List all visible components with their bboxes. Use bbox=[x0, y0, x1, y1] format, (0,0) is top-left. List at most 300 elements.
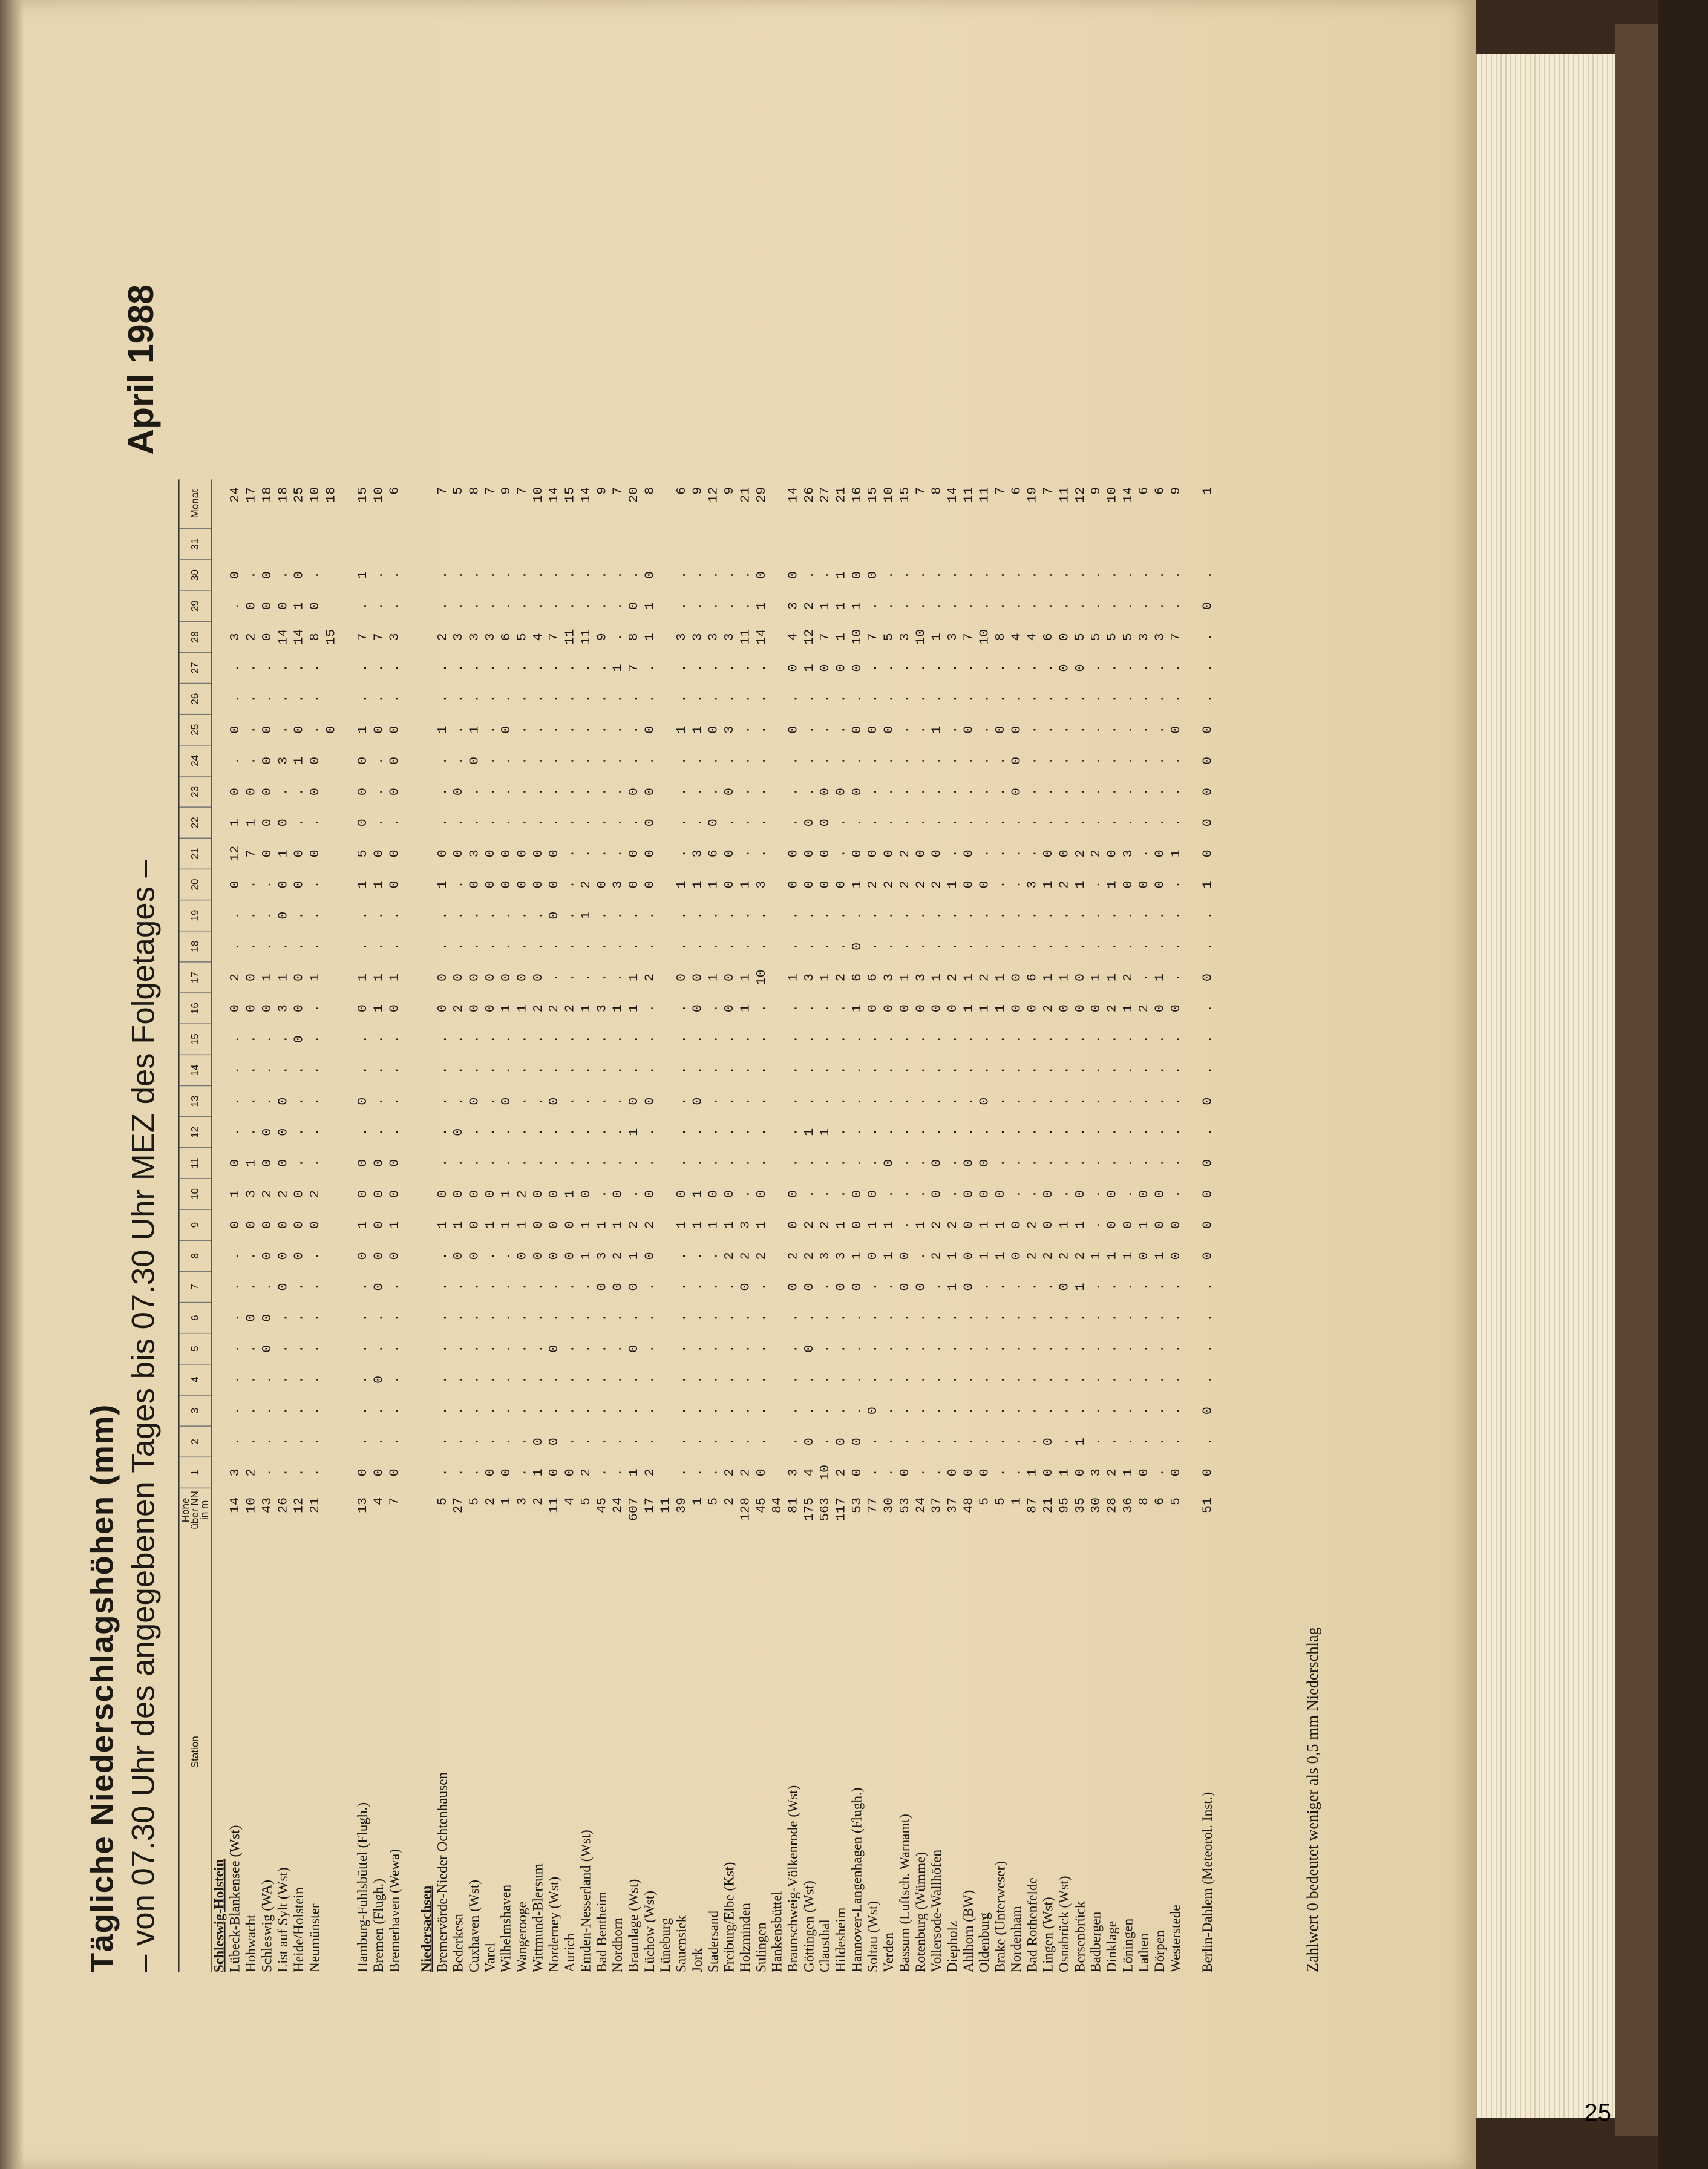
day-value: . bbox=[945, 756, 961, 765]
day-value: . bbox=[690, 1159, 706, 1167]
day-value: . bbox=[595, 942, 610, 950]
day-value: 0 bbox=[1057, 1004, 1073, 1013]
day-value bbox=[754, 529, 770, 560]
day-value: . bbox=[914, 602, 929, 610]
day-value: . bbox=[929, 788, 945, 796]
day-value: 1 bbox=[483, 1221, 499, 1229]
day-value bbox=[834, 529, 849, 560]
station-height: 5 bbox=[993, 1497, 1009, 1505]
day-value: . bbox=[244, 911, 260, 920]
day-value: . bbox=[834, 756, 849, 765]
day-value: . bbox=[467, 1035, 483, 1044]
day-value bbox=[866, 529, 882, 560]
month-total: 7 bbox=[435, 486, 451, 495]
day-value bbox=[770, 715, 786, 745]
day-value: . bbox=[706, 1407, 722, 1415]
table-row bbox=[770, 479, 786, 1972]
day-value: . bbox=[1025, 725, 1041, 734]
day-value: 0 bbox=[1200, 788, 1216, 796]
day-value: . bbox=[643, 911, 658, 920]
day-value: 0 bbox=[355, 1004, 371, 1013]
table-row bbox=[946, 479, 961, 1972]
day-value: . bbox=[307, 1344, 323, 1353]
day-value: . bbox=[276, 1344, 291, 1353]
day-value: . bbox=[1137, 911, 1152, 920]
day-value: . bbox=[515, 725, 531, 734]
day-value: . bbox=[467, 695, 483, 703]
table-row bbox=[786, 479, 802, 1972]
day-value: . bbox=[1057, 1407, 1073, 1415]
day-value: . bbox=[1137, 1375, 1152, 1384]
station-name: Braunlage (Wst) bbox=[626, 1879, 642, 1972]
station-name: Lüchow (Wst) bbox=[643, 1891, 658, 1972]
day-value: . bbox=[387, 911, 403, 920]
day-value: 14 bbox=[276, 629, 291, 645]
station-name: List auf Sylt (Wst) bbox=[276, 1867, 291, 1972]
day-value: . bbox=[1041, 695, 1056, 703]
day-value: . bbox=[897, 819, 913, 827]
day-value: . bbox=[307, 695, 323, 703]
day-value bbox=[515, 529, 531, 560]
day-value: . bbox=[993, 602, 1009, 610]
day-value: . bbox=[451, 664, 466, 672]
day-value: . bbox=[897, 695, 913, 703]
day-value: . bbox=[1089, 1221, 1104, 1229]
day-value: . bbox=[499, 911, 514, 920]
day-value: . bbox=[786, 1035, 802, 1044]
day-value: 0 bbox=[355, 1097, 371, 1105]
day-value: 3 bbox=[882, 973, 897, 981]
day-value: . bbox=[993, 849, 1009, 858]
day-value: . bbox=[610, 849, 626, 858]
day-value: 0 bbox=[626, 602, 642, 610]
day-value: 8 bbox=[993, 633, 1009, 641]
day-value bbox=[770, 900, 786, 931]
day-value: . bbox=[1168, 973, 1184, 981]
day-value: 0 bbox=[1009, 725, 1025, 734]
day-value: . bbox=[355, 602, 371, 610]
month-total: 7 bbox=[1041, 486, 1056, 495]
day-value: . bbox=[1200, 1314, 1216, 1322]
day-value: . bbox=[1121, 1283, 1136, 1291]
day-value: . bbox=[387, 602, 403, 610]
station-name: Bassum (Luftsch. Warnamt) bbox=[897, 1814, 913, 1972]
day-value: . bbox=[882, 942, 897, 950]
day-value: 2 bbox=[1073, 849, 1088, 858]
day-value bbox=[324, 1055, 339, 1085]
day-value: . bbox=[1009, 942, 1025, 950]
day-value: . bbox=[738, 911, 754, 920]
day-value: . bbox=[690, 942, 706, 950]
day-value: 10 bbox=[818, 1464, 833, 1480]
day-value: . bbox=[945, 1438, 961, 1446]
day-value: 0 bbox=[355, 756, 371, 765]
day-value: 1 bbox=[355, 880, 371, 889]
day-value bbox=[324, 962, 339, 993]
day-value: . bbox=[387, 1407, 403, 1415]
day-value bbox=[276, 529, 292, 560]
day-value: 0 bbox=[499, 725, 514, 734]
day-value: 0 bbox=[451, 1252, 466, 1260]
day-value: 0 bbox=[977, 1189, 993, 1199]
day-value: 1 bbox=[355, 973, 371, 981]
day-value: . bbox=[1137, 1283, 1152, 1291]
station-name: Vollersode-Wallhöfen bbox=[929, 1849, 945, 1972]
day-value: . bbox=[961, 911, 977, 920]
day-value: . bbox=[866, 911, 881, 920]
day-value: 2 bbox=[563, 1004, 578, 1013]
month-total: 18 bbox=[260, 486, 275, 503]
day-value: 0 bbox=[818, 819, 833, 827]
day-value: . bbox=[387, 819, 403, 827]
day-value: . bbox=[993, 1159, 1009, 1167]
day-value: . bbox=[499, 664, 514, 672]
day-value: . bbox=[1200, 1375, 1216, 1384]
day-value: 1 bbox=[371, 880, 387, 889]
day-value: 2 bbox=[1137, 1004, 1152, 1013]
day-value: . bbox=[228, 602, 243, 610]
station-name: Wilhelmshaven bbox=[499, 1885, 514, 1972]
day-value: . bbox=[307, 1283, 323, 1291]
day-value: . bbox=[307, 942, 323, 950]
month-total: 19 bbox=[1025, 486, 1041, 503]
day-value: 11 bbox=[738, 629, 754, 645]
day-value: . bbox=[690, 571, 706, 580]
day-value: 0 bbox=[355, 1468, 371, 1477]
table-row bbox=[1041, 479, 1057, 1972]
day-value bbox=[308, 529, 324, 560]
day-value: . bbox=[578, 664, 594, 672]
day-value: . bbox=[1073, 942, 1088, 950]
day-value: . bbox=[643, 756, 658, 765]
day-value: 0 bbox=[1073, 973, 1088, 981]
day-value: 0 bbox=[754, 571, 770, 580]
day-value: 8 bbox=[626, 633, 642, 641]
day-value bbox=[1041, 529, 1057, 560]
day-value: . bbox=[1153, 1314, 1168, 1322]
day-value: . bbox=[674, 1035, 690, 1044]
day-value: . bbox=[961, 602, 977, 610]
day-value bbox=[659, 776, 675, 807]
day-value: . bbox=[435, 1159, 451, 1167]
day-value: . bbox=[818, 725, 833, 734]
day-value: 2 bbox=[897, 849, 913, 858]
day-value: . bbox=[1137, 1066, 1152, 1075]
station-name: Heide/Holstein bbox=[292, 1887, 307, 1972]
day-value bbox=[467, 529, 483, 560]
table-row bbox=[1153, 479, 1168, 1972]
day-value bbox=[324, 838, 339, 869]
day-value: 1 bbox=[722, 1221, 738, 1229]
day-value: 0 bbox=[483, 1468, 499, 1477]
day-value: . bbox=[307, 1438, 323, 1446]
day-value: . bbox=[690, 1344, 706, 1353]
month-total: 12 bbox=[706, 486, 722, 503]
day-value: . bbox=[1025, 788, 1041, 796]
day-value: . bbox=[499, 1314, 514, 1322]
day-value: 0 bbox=[849, 1283, 865, 1291]
day-value: . bbox=[1153, 1035, 1168, 1044]
day-value bbox=[659, 838, 675, 869]
day-value: . bbox=[754, 1314, 770, 1322]
day-value: . bbox=[1105, 571, 1121, 580]
column-header-day: 15 bbox=[179, 1024, 212, 1055]
day-value: . bbox=[914, 1314, 929, 1322]
day-value: 0 bbox=[882, 1159, 897, 1167]
day-value: 0 bbox=[1041, 1468, 1056, 1477]
day-value: 5 bbox=[515, 633, 531, 641]
day-value: . bbox=[595, 819, 610, 827]
day-value: 10 bbox=[977, 629, 993, 645]
day-value: 0 bbox=[643, 849, 658, 858]
day-value: 0 bbox=[643, 725, 658, 734]
day-value: 1 bbox=[1105, 880, 1121, 889]
day-value: 0 bbox=[786, 1221, 802, 1229]
day-value: 0 bbox=[786, 571, 802, 580]
day-value: 1 bbox=[1057, 1468, 1073, 1477]
day-value: 1 bbox=[818, 973, 833, 981]
day-value: . bbox=[355, 664, 371, 672]
day-value: 0 bbox=[1200, 1159, 1216, 1167]
day-value: . bbox=[849, 819, 865, 827]
day-value bbox=[770, 1024, 786, 1055]
day-value: 0 bbox=[499, 1097, 514, 1105]
day-value: . bbox=[977, 1314, 993, 1322]
day-value: . bbox=[882, 1344, 897, 1353]
station-height: 5 bbox=[706, 1497, 722, 1505]
day-value: . bbox=[467, 571, 483, 580]
station-name: Göttingen (Wst) bbox=[802, 1880, 817, 1972]
day-value: . bbox=[722, 1097, 738, 1105]
day-value: 2 bbox=[738, 1252, 754, 1260]
day-value: 1 bbox=[849, 1004, 865, 1013]
day-value: . bbox=[228, 1035, 243, 1044]
day-value: 1 bbox=[595, 1221, 610, 1229]
day-value: 2 bbox=[897, 880, 913, 889]
day-value: . bbox=[1200, 1438, 1216, 1446]
day-value: . bbox=[1073, 819, 1088, 827]
day-value: . bbox=[674, 819, 690, 827]
day-value: . bbox=[643, 1035, 658, 1044]
day-value: . bbox=[515, 911, 531, 920]
day-value: . bbox=[1105, 695, 1121, 703]
day-value: . bbox=[626, 942, 642, 950]
day-value: 3 bbox=[914, 973, 929, 981]
day-value: . bbox=[547, 602, 562, 610]
day-value: . bbox=[1137, 788, 1152, 796]
day-value: . bbox=[595, 695, 610, 703]
day-value: . bbox=[690, 1468, 706, 1477]
table-row bbox=[244, 479, 260, 1972]
day-value: . bbox=[355, 1375, 371, 1384]
day-value: . bbox=[882, 1438, 897, 1446]
day-value: . bbox=[307, 1128, 323, 1136]
day-value: . bbox=[355, 1344, 371, 1353]
day-value: 0 bbox=[371, 725, 387, 734]
day-value: . bbox=[531, 911, 546, 920]
station-name: Ahlhorn (BW) bbox=[961, 1889, 977, 1972]
day-value: . bbox=[754, 819, 770, 827]
day-value bbox=[563, 529, 579, 560]
day-value: . bbox=[897, 756, 913, 765]
day-value: 0 bbox=[292, 1221, 307, 1229]
day-value: 0 bbox=[882, 1004, 897, 1013]
day-value: . bbox=[866, 756, 881, 765]
day-value: . bbox=[563, 1159, 578, 1167]
day-value: . bbox=[371, 1438, 387, 1446]
day-value: 0 bbox=[260, 571, 275, 580]
column-header-month: Monat bbox=[179, 479, 212, 528]
day-value: 2 bbox=[738, 1468, 754, 1477]
day-value: . bbox=[993, 1283, 1009, 1291]
day-value bbox=[324, 1364, 339, 1395]
day-value: . bbox=[1168, 788, 1184, 796]
day-value: 1 bbox=[1041, 973, 1056, 981]
day-value: . bbox=[387, 1438, 403, 1446]
day-value: . bbox=[961, 1097, 977, 1105]
month-total: 17 bbox=[244, 486, 260, 503]
day-value: . bbox=[882, 911, 897, 920]
day-value: . bbox=[754, 1128, 770, 1136]
day-value: . bbox=[547, 1159, 562, 1167]
day-value: . bbox=[754, 725, 770, 734]
day-value: . bbox=[866, 819, 881, 827]
day-value: . bbox=[1025, 1128, 1041, 1136]
day-value: 1 bbox=[499, 1221, 514, 1229]
table-row bbox=[993, 479, 1009, 1972]
day-value: 1 bbox=[1168, 849, 1184, 858]
day-value: 1 bbox=[674, 725, 690, 734]
station-name: Wangerooge bbox=[515, 1902, 531, 1972]
day-value: 1 bbox=[355, 725, 371, 734]
day-value: . bbox=[849, 1128, 865, 1136]
station-name: Lübeck-Blankensee (Wst) bbox=[228, 1825, 243, 1972]
day-value: . bbox=[307, 664, 323, 672]
day-value: . bbox=[882, 1097, 897, 1105]
day-value: 1 bbox=[626, 1004, 642, 1013]
day-value: . bbox=[818, 942, 833, 950]
day-value: 0 bbox=[260, 602, 275, 610]
day-value: 0 bbox=[228, 1221, 243, 1229]
day-value: 3 bbox=[690, 849, 706, 858]
station-name: Varel bbox=[483, 1942, 499, 1972]
day-value: 5 bbox=[1121, 633, 1136, 641]
day-value bbox=[324, 931, 339, 962]
day-value: . bbox=[706, 1066, 722, 1075]
day-value: . bbox=[786, 1159, 802, 1167]
day-value: . bbox=[945, 1035, 961, 1044]
day-value: 0 bbox=[1200, 1189, 1216, 1199]
day-value: . bbox=[945, 725, 961, 734]
day-value: . bbox=[578, 1283, 594, 1291]
day-value bbox=[1073, 529, 1089, 560]
day-value: . bbox=[914, 1375, 929, 1384]
day-value: . bbox=[674, 602, 690, 610]
day-value: . bbox=[1121, 695, 1136, 703]
day-value: . bbox=[355, 1314, 371, 1322]
day-value: . bbox=[1041, 1375, 1056, 1384]
day-value: . bbox=[1025, 911, 1041, 920]
day-value: . bbox=[515, 1375, 531, 1384]
day-value: . bbox=[276, 788, 291, 796]
day-value: 1 bbox=[1073, 1438, 1088, 1446]
day-value: . bbox=[499, 788, 514, 796]
station-name: Soltau (Wst) bbox=[866, 1900, 881, 1972]
day-value: . bbox=[1121, 819, 1136, 827]
day-value: 0 bbox=[1200, 1097, 1216, 1105]
day-value: . bbox=[849, 756, 865, 765]
table-row bbox=[451, 479, 467, 1972]
day-value: 1 bbox=[818, 1128, 833, 1136]
day-value: . bbox=[244, 1128, 260, 1136]
day-value: . bbox=[1025, 1066, 1041, 1075]
day-value: . bbox=[1025, 1035, 1041, 1044]
day-value: . bbox=[1168, 664, 1184, 672]
day-value: . bbox=[1089, 1314, 1104, 1322]
day-value: . bbox=[1009, 1344, 1025, 1353]
day-value: 0 bbox=[276, 1221, 291, 1229]
day-value: 2 bbox=[1057, 1252, 1073, 1260]
day-value: . bbox=[610, 1344, 626, 1353]
day-value: . bbox=[483, 1438, 499, 1446]
day-value: 6 bbox=[866, 973, 881, 981]
day-value: 0 bbox=[914, 1283, 929, 1291]
day-value: . bbox=[1105, 1314, 1121, 1322]
day-value bbox=[1121, 529, 1137, 560]
day-value: 1 bbox=[674, 1221, 690, 1229]
day-value bbox=[770, 1055, 786, 1085]
day-value: . bbox=[499, 1375, 514, 1384]
station-height: 1 bbox=[1009, 1497, 1025, 1505]
day-value: . bbox=[754, 788, 770, 796]
day-value: 0 bbox=[1200, 725, 1216, 734]
day-value: . bbox=[643, 1314, 658, 1322]
day-value: 0 bbox=[1105, 849, 1121, 858]
day-value: . bbox=[1009, 1438, 1025, 1446]
day-value: . bbox=[563, 911, 578, 920]
day-value: . bbox=[1168, 911, 1184, 920]
column-header-day: 3 bbox=[179, 1395, 212, 1426]
day-value: 1 bbox=[945, 880, 961, 889]
day-value: . bbox=[1009, 602, 1025, 610]
day-value: . bbox=[292, 1375, 307, 1384]
day-value: . bbox=[1009, 1407, 1025, 1415]
day-value: 1 bbox=[945, 1283, 961, 1291]
column-header-day: 7 bbox=[179, 1271, 212, 1302]
day-value: 0 bbox=[866, 1189, 881, 1199]
day-value: . bbox=[531, 1097, 546, 1105]
day-value: . bbox=[674, 911, 690, 920]
day-value: 1 bbox=[626, 1128, 642, 1136]
day-value: . bbox=[1105, 1128, 1121, 1136]
day-value: 0 bbox=[355, 788, 371, 796]
day-value: . bbox=[626, 1159, 642, 1167]
day-value: 0 bbox=[961, 725, 977, 734]
day-value: 6 bbox=[499, 633, 514, 641]
station-name: Verden bbox=[882, 1932, 897, 1972]
day-value: . bbox=[307, 1159, 323, 1167]
table-row bbox=[690, 479, 706, 1972]
day-value: 0 bbox=[244, 602, 260, 610]
day-value: . bbox=[1137, 942, 1152, 950]
day-value: . bbox=[977, 849, 993, 858]
day-value: . bbox=[977, 1035, 993, 1044]
day-value: . bbox=[690, 695, 706, 703]
month-total: 7 bbox=[993, 486, 1009, 495]
day-value: 12 bbox=[802, 629, 817, 645]
day-value: 0 bbox=[228, 571, 243, 580]
day-value: . bbox=[914, 1189, 929, 1199]
